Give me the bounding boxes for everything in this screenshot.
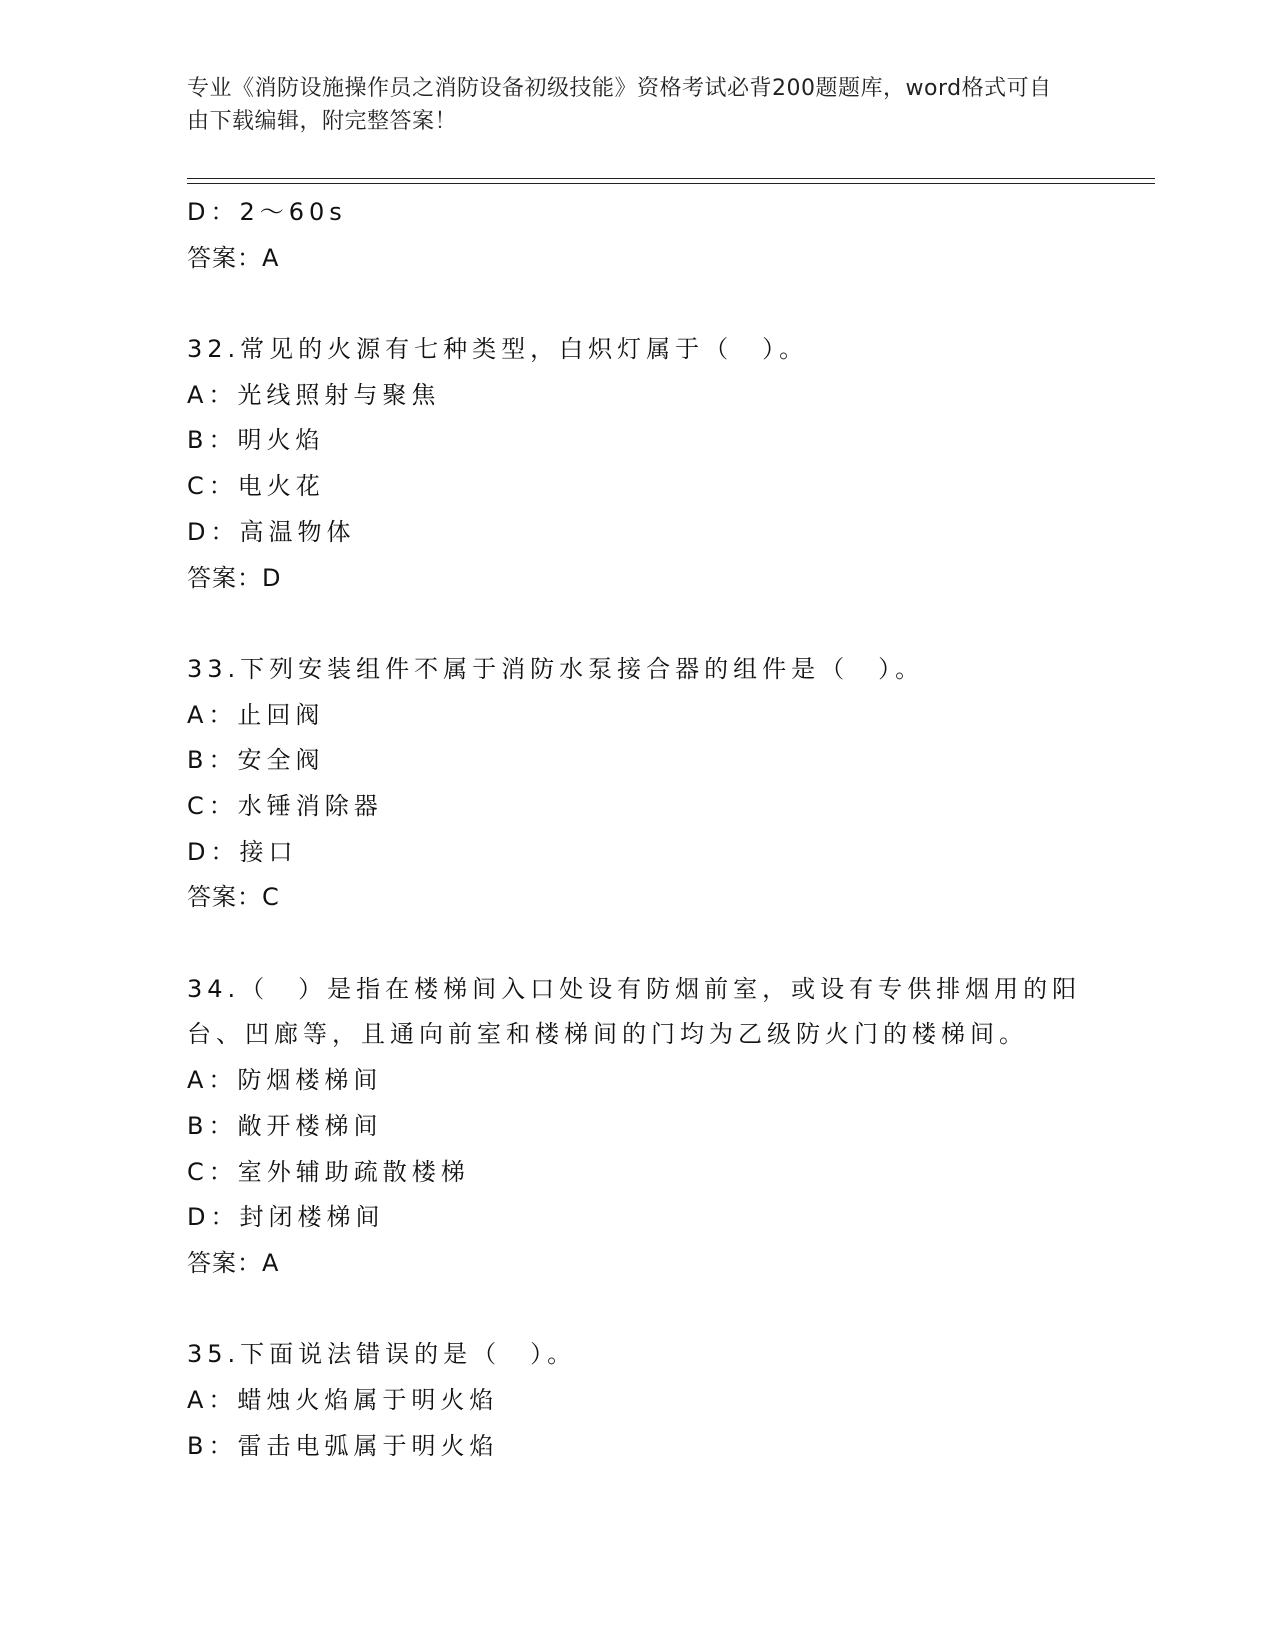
question-text: 34.（ ）是指在楼梯间入口处设有防烟前室，或设有专供排烟用的阳台、凹廊等，且通向前室和楼梯间的门均为乙级防火门的楼梯间。 xyxy=(187,974,1082,1049)
question-text: 33.下列安装组件不属于消防水泵接合器的组件是（ ）。 xyxy=(187,654,925,683)
option-c: C：电火花 xyxy=(187,472,325,501)
spacer xyxy=(187,281,1087,327)
option-a: A：防烟楼梯间 xyxy=(187,1066,383,1095)
option-c: C：水锤消除器 xyxy=(187,791,383,820)
header-divider-top xyxy=(187,178,1155,179)
option-a: A：止回阀 xyxy=(187,700,325,729)
spacer xyxy=(187,1287,1087,1333)
question-34 xyxy=(187,967,1087,1287)
question-32 xyxy=(187,327,1087,601)
option-d: D：接口 xyxy=(187,837,298,866)
question-31-tail xyxy=(187,190,1087,281)
option-d: D：2～60s xyxy=(187,198,347,226)
option-b: B：敞开楼梯间 xyxy=(187,1111,383,1140)
option-b: B：明火焰 xyxy=(187,426,325,455)
option-a: A：蜡烛火焰属于明火焰 xyxy=(187,1385,499,1414)
option-b: B：安全阀 xyxy=(187,746,325,775)
answer-label: 答案：C xyxy=(187,883,280,912)
document-header: 专业《消防设施操作员之消防设备初级技能》资格考试必背200题题库，word格式可自由下载编辑，附完整答案！ xyxy=(187,76,1052,134)
spacer xyxy=(187,921,1087,967)
option-c: C：室外辅助疏散楼梯 xyxy=(187,1157,470,1186)
question-33 xyxy=(187,647,1087,921)
question-list xyxy=(187,190,1087,1469)
spacer xyxy=(187,601,1087,647)
option-b: B：雷击电弧属于明火焰 xyxy=(187,1431,499,1460)
question-text: 32.常见的火源有七种类型，白炽灯属于（ ）。 xyxy=(187,335,809,364)
option-d: D：高温物体 xyxy=(187,517,356,546)
answer-label: 答案：D xyxy=(187,563,282,592)
question-text: 35.下面说法错误的是（ ）。 xyxy=(187,1340,577,1369)
option-d: D：封闭楼梯间 xyxy=(187,1203,385,1232)
answer-label: 答案：A xyxy=(187,1248,280,1277)
header-divider-bottom xyxy=(187,183,1155,184)
option-a: A：光线照射与聚焦 xyxy=(187,380,441,409)
question-35 xyxy=(187,1332,1087,1469)
answer-label: 答案：A xyxy=(187,243,280,272)
